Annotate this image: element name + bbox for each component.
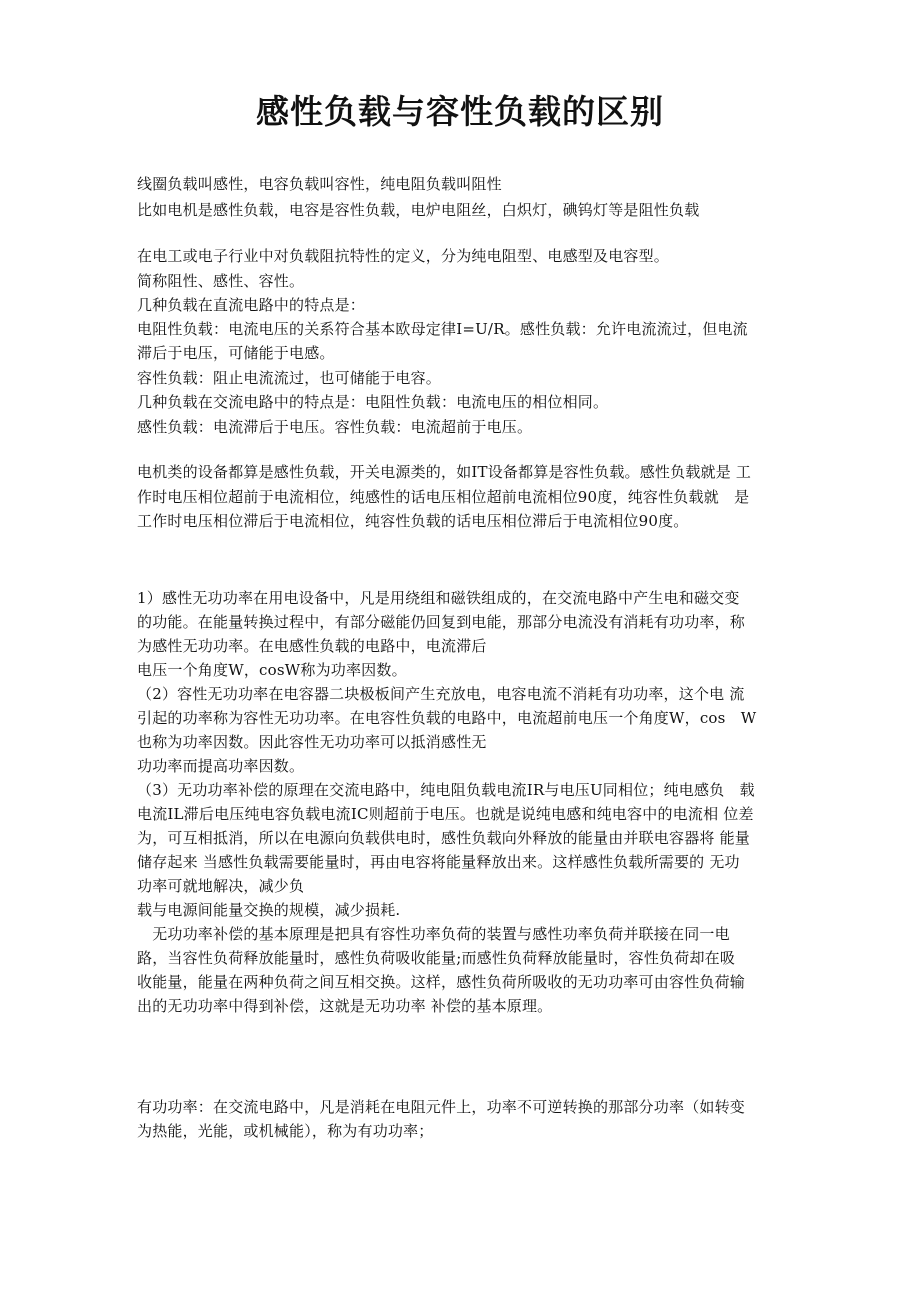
text-line: （3）无功功率补偿的原理在交流电路中，纯电阻负载电流IR与电压U同相位；纯电感负 载 [137,781,755,799]
text-line: 几种负载在直流电路中的特点是： [137,296,366,314]
text-line: 在电工或电子行业中对负载阻抗特性的定义，分为纯电阻型、电感型及电容型。 [137,247,670,265]
text-line: 线圈负载叫感性，电容负载叫容性，纯电阻负载叫阻性 [137,175,502,193]
text-line: 功率可就地解决，减少负 [137,877,305,895]
text-line: 为感性无功功率。在电感性负载的电路中，电流滞后 [137,637,487,655]
text-line: 感性负载：电流滞后于电压。容性负载：电流超前于电压。 [137,418,533,436]
text-line: 滞后于电压，可储能于电感。 [137,344,335,362]
text-line: 收能量，能量在两种负荷之间互相交换。这样，感性负荷所吸收的无功功率可由容性负荷输 [137,973,746,991]
text-line: 为，可互相抵消，所以在电源向负载供电时，感性负载向外释放的能量由并联电容器将 能量 [137,829,750,847]
text-line: （2）容性无功功率在电容器二块极板间产生充放电，电容电流不消耗有功功率，这个电 流 [137,685,745,703]
text-line: 有功功率：在交流电路中，凡是消耗在电阻元件上，功率不可逆转换的那部分功率（如转变 [137,1098,746,1116]
text-line: 储存起来 当感性负载需要能量时，再由电容将能量释放出来。这样感性负载所需要的 无功 [137,853,740,871]
text-line: 也称为功率因数。因此容性无功功率可以抵消感性无 [137,733,487,751]
text-line: 为热能，光能，或机械能），称为有功功率； [137,1122,434,1140]
document-title: 感性负载与容性负载的区别 [256,92,664,131]
text-line: 电流IL滞后电压纯电容负载电流IC则超前于电压。也就是说纯电感和纯电容中的电流相 位差 [137,805,754,823]
text-line: 电阻性负载：电流电压的关系符合基本欧母定律I=U/R。感性负载：允许电流流过，但电流 [137,320,748,338]
text-line: 载与电源间能量交换的规模，减少损耗. [137,901,401,919]
text-line: 电机类的设备都算是感性负载，开关电源类的，如IT设备都算是容性负载。感性负载就是 工 [137,463,752,481]
text-line: 比如电机是感性负载，电容是容性负载，电炉电阻丝，白炽灯，碘钨灯等是阻性负载 [137,201,700,219]
text-line: 的功能。在能量转换过程中，有部分磁能仍回复到电能，那部分电流没有消耗有功功率，称 [137,613,746,631]
text-line: 无功功率补偿的基本原理是把具有容性功率负荷的装置与感性功率负荷并联接在同一电 [137,925,730,943]
text-line: 功功率而提高功率因数。 [137,757,305,775]
text-line: 作时电压相位超前于电流相位，纯感性的话电压相位超前电流相位90度，纯容性负载就 是 [137,488,750,506]
text-line: 简称阻性、感性、容性。 [137,272,305,290]
text-line: 路，当容性负荷释放能量时，感性负荷吸收能量;而感性负荷释放能量时，容性负荷却在吸 [137,949,736,967]
text-line: 出的无功功率中得到补偿，这就是无功功率 补偿的基本原理。 [137,997,553,1015]
text-line: 容性负载：阻止电流流过，也可储能于电容。 [137,369,442,387]
text-line: 引起的功率称为容性无功功率。在电容性负载的电路中，电流超前电压一个角度W，cos W [137,709,757,727]
text-line: 工作时电压相位滞后于电流相位，纯容性负载的话电压相位滞后于电流相位90度。 [137,512,689,530]
text-line: 1）感性无功功率在用电设备中，凡是用绕组和磁铁组成的，在交流电路中产生电和磁交变 [137,589,740,607]
text-line: 电压一个角度W，cosW称为功率因数。 [137,661,407,679]
text-line: 几种负载在交流电路中的特点是：电阻性负载：电流电压的相位相同。 [137,393,609,411]
